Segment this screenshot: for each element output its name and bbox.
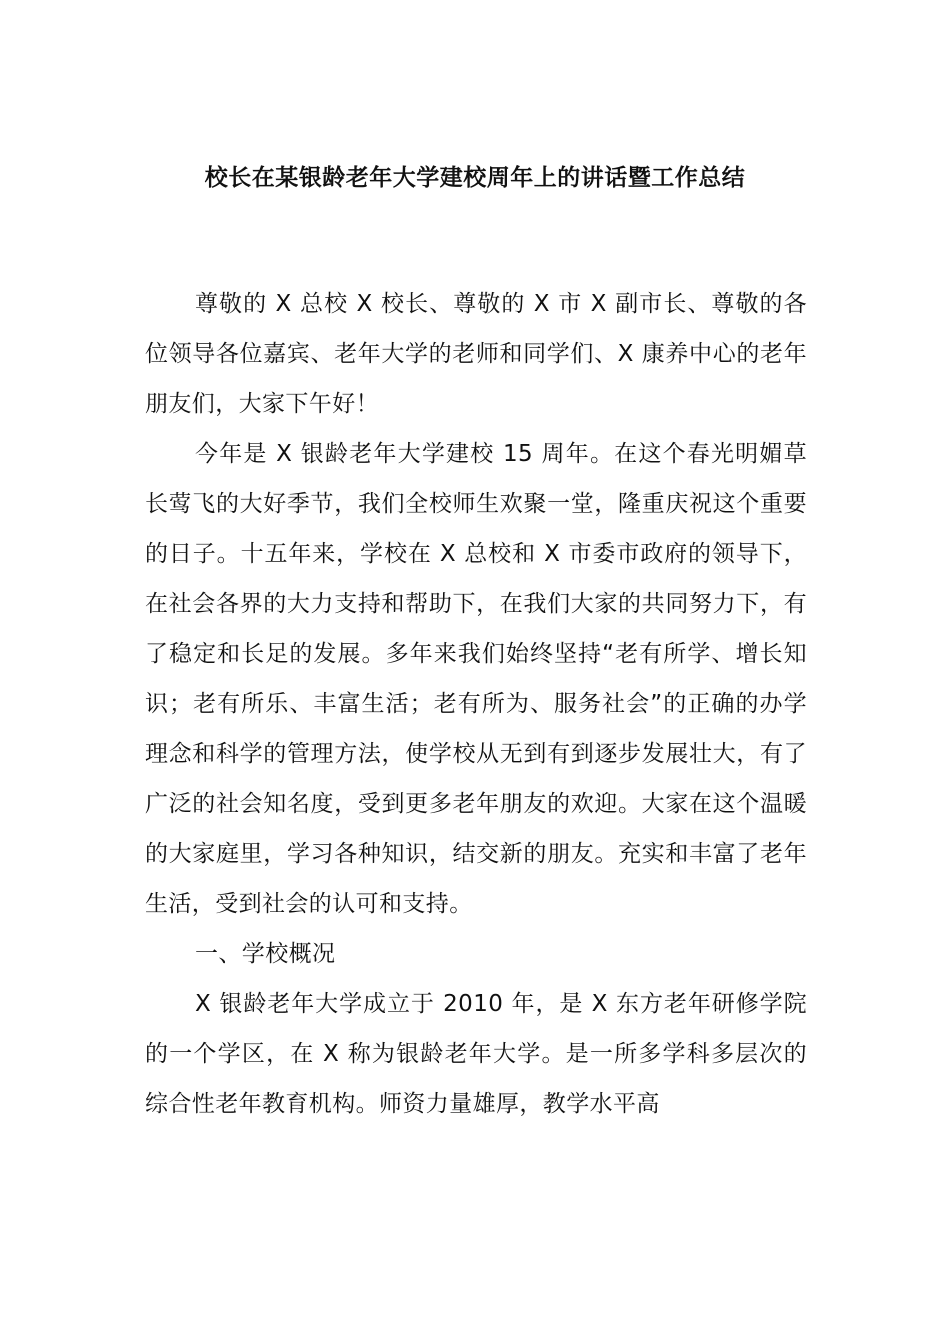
document-body xyxy=(145,279,807,1129)
paragraph-school-overview: X 银龄老年大学成立于 2010 年，是 X 东方老年研修学院的一个学区，在 X 称为银龄老年大学。是一所多学科多层次的综合性老年教育机构。师资力量雄厚，教学水平高 xyxy=(145,991,807,1117)
section-heading-school-overview: 一、学校概况 xyxy=(195,941,336,967)
document-title: 校长在某银龄老年大学建校周年上的讲话暨工作总结 xyxy=(204,165,746,191)
paragraph-greeting: 尊敬的 X 总校 X 校长、尊敬的 X 市 X 副市长、尊敬的各位领导各位嘉宾、老年大学的老师和同学们、X 康养中心的老年朋友们，大家下午好！ xyxy=(145,291,807,417)
paragraph-anniversary: 今年是 X 银龄老年大学建校 15 周年。在这个春光明媚草长莺飞的大好季节，我们全校师生欢聚一堂，隆重庆祝这个重要的日子。十五年来，学校在 X 总校和 X 市委市政府的领导下，在社会各界的大力支持和帮助下，在我们大家的共同努力下，有了稳定和长足的发展。多年来我们始终坚持“老有所学、增长知识；老有所乐、丰富生活；老有所为、服务社会”的正确的办学理念和科学的管理方法，使学校从无到有到逐步发展壮大，有了广泛的社会知名度，受到更多老年朋友的欢迎。大家在这个温暖的大家庭里，学习各种知识，结交新的朋友。充实和丰富了老年生活，受到社会的认可和支持。 xyxy=(145,441,807,917)
